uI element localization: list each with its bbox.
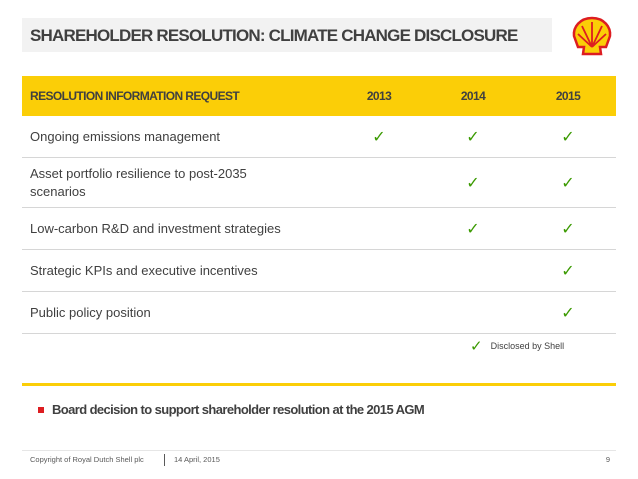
- row-label: Public policy position: [30, 304, 151, 320]
- table-row: [22, 116, 616, 158]
- check-icon: ✓: [470, 338, 483, 355]
- footer-date: 14 April, 2015: [174, 455, 220, 464]
- table-row: [22, 208, 616, 250]
- check-icon: ✓: [466, 128, 480, 146]
- check-icon: ✓: [466, 174, 480, 192]
- row-label: Low-carbon R&D and investment strategies: [30, 220, 281, 236]
- header-year-2014: 2014: [460, 89, 486, 103]
- table-row: [22, 292, 616, 334]
- table-row: [22, 250, 616, 292]
- check-icon: ✓: [561, 304, 575, 322]
- footer: [22, 450, 616, 468]
- board-decision-callout: [22, 383, 616, 433]
- footer-divider: [164, 454, 165, 466]
- table-row: [22, 158, 616, 208]
- legend-text: Disclosed by Shell: [490, 341, 565, 351]
- row-label: Ongoing emissions management: [30, 128, 221, 144]
- header-resolution-label: RESOLUTION INFORMATION REQUEST: [30, 89, 240, 103]
- check-icon: ✓: [561, 174, 575, 192]
- table-header: [22, 76, 616, 116]
- check-icon: ✓: [372, 128, 386, 146]
- row-label: Asset portfolio resilience to post-2035 scenarios: [30, 165, 247, 199]
- header-year-2013: 2013: [366, 89, 392, 103]
- page-title: SHAREHOLDER RESOLUTION: CLIMATE CHANGE DISCLOSURE: [30, 26, 518, 45]
- footer-copyright: Copyright of Royal Dutch Shell plc: [30, 455, 144, 464]
- legend: [470, 337, 564, 355]
- bullet-icon: [38, 407, 44, 413]
- header-year-2015: 2015: [555, 89, 581, 103]
- shell-logo-icon: [570, 14, 614, 58]
- check-icon: ✓: [466, 220, 480, 238]
- board-decision-text: Board decision to support shareholder resolution at the 2015 AGM: [52, 402, 425, 417]
- row-label: Strategic KPIs and executive incentives: [30, 262, 258, 278]
- check-icon: ✓: [561, 220, 575, 238]
- check-icon: ✓: [561, 262, 575, 280]
- resolution-table: [22, 76, 616, 334]
- check-icon: ✓: [561, 128, 575, 146]
- page-number: 9: [605, 455, 610, 464]
